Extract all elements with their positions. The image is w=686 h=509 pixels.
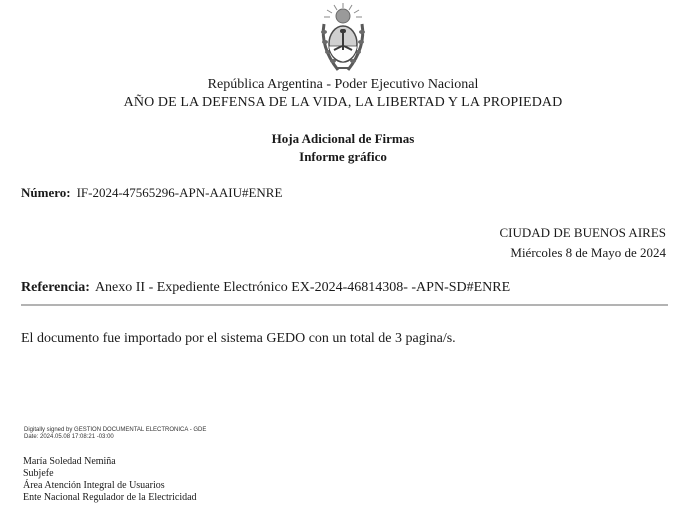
divider <box>21 304 668 306</box>
document-subtitle: Informe gráfico <box>299 149 387 164</box>
signer-block <box>23 456 197 504</box>
reference-label: Referencia: <box>21 280 90 295</box>
signer-entity: Ente Nacional Regulador de la Electricidad <box>23 492 197 503</box>
reference <box>21 280 510 296</box>
digital-signature-date: Date: 2024.05.08 17:08:21 -03:00 <box>24 434 114 440</box>
signer-role: Subjefe <box>23 468 54 479</box>
body-text: El documento fue importado por el sistema GEDO con un total de 3 pagina/s. <box>21 331 456 346</box>
document-number <box>21 185 282 201</box>
digital-signature-by: Digitally signed by GESTION DOCUMENTAL ELECTRONICA - GDE <box>24 427 207 433</box>
signer-area: Área Atención Integral de Usuarios <box>23 480 165 491</box>
reference-value: Anexo II - Expediente Electrónico EX-2024-46814308- -APN-SD#ENRE <box>94 280 511 295</box>
argentina-coat-of-arms-icon <box>318 2 368 74</box>
header-year-motto: AÑO DE LA DEFENSA DE LA VIDA, LA LIBERTAD Y LA PROPIEDAD <box>123 95 563 110</box>
document-number-label: Número: <box>21 185 71 200</box>
date: Miércoles 8 de Mayo de 2024 <box>510 245 666 260</box>
document-title: Hoja Adicional de Firmas <box>271 131 415 146</box>
digital-signature-stamp <box>24 427 206 441</box>
signer-name: María Soledad Nemiña <box>23 456 116 467</box>
document-number-value: IF-2024-47565296-APN-AAIU#ENRE <box>76 185 283 200</box>
place: CIUDAD DE BUENOS AIRES <box>499 225 666 240</box>
header-government-line: República Argentina - Poder Ejecutivo Nacional <box>207 77 479 92</box>
